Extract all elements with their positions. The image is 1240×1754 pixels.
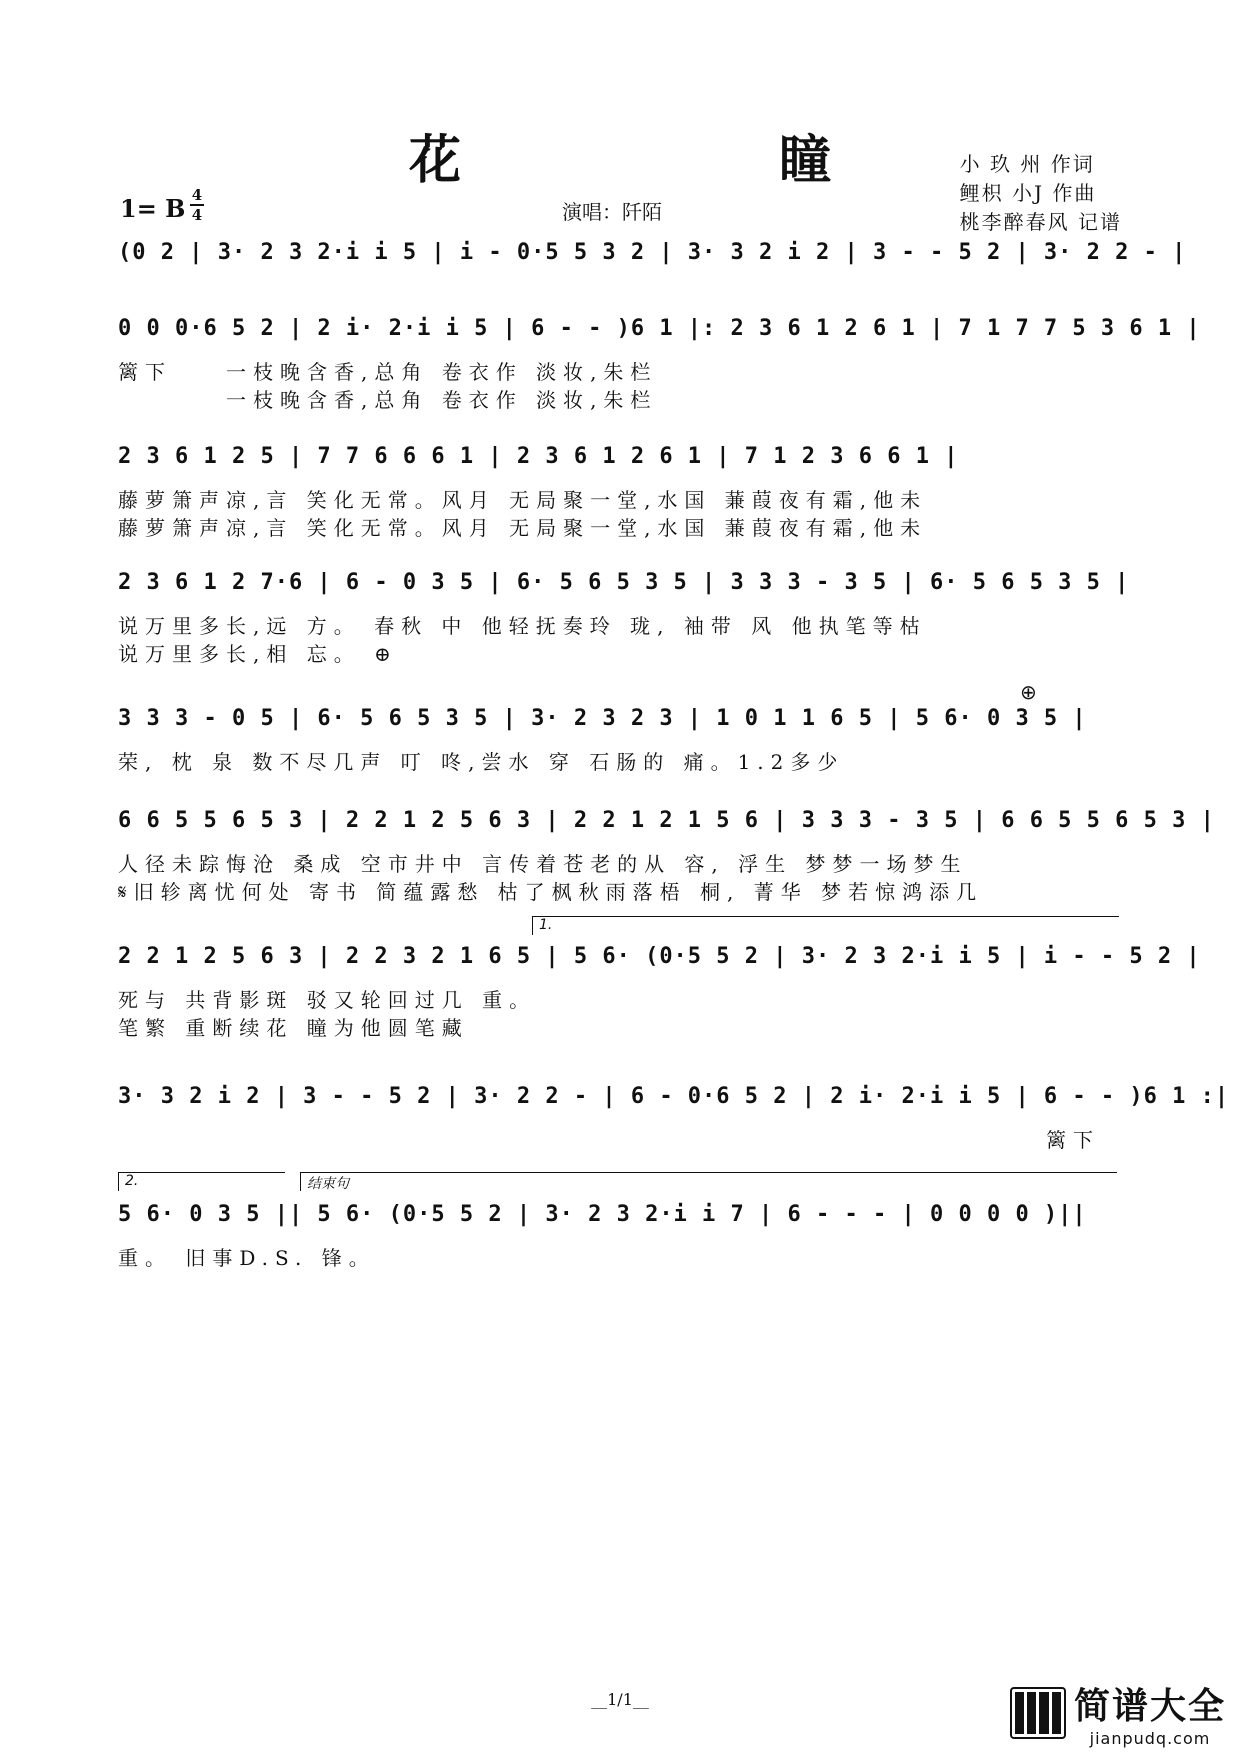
notation-row: 2 2 1 2 5 6 3 | 2 2 3 2 1 6 5 | 5 6· (0·5 5 2 | 3· 2 3 2·i i 5 | i - - 5 2 |	[118, 944, 1201, 969]
volta-1: 1.	[532, 916, 1119, 935]
lyric-line: 说万里多长,远 方。 春秋 中 他轻抚奏玲 珑, 袖带 风 他执笔等枯	[118, 614, 927, 638]
notation-row: 6 6 5 5 6 5 3 | 2 2 1 2 5 6 3 | 2 2 1 2 1 5 6 | 3 3 3 - 3 5 | 6 6 5 5 6 5 3 |	[118, 808, 1215, 833]
lyric-line: 一枝晚含香,总角 卷衣作 淡妆,朱栏	[118, 388, 658, 412]
coda-icon: ⊕	[1020, 680, 1037, 704]
lyric-line: 藤萝箫声凉,言 笑化无常。风月 无局聚一堂,水国 蒹葭夜有霜,他未	[118, 516, 928, 540]
lyric-line: 说万里多长,相 忘。 ⊕	[118, 642, 398, 666]
logo-url: jianpudq.com	[1089, 1729, 1211, 1748]
lyric-line: 荣, 枕 泉 数不尽几声 叮 咚,尝水 穿 石肠的 痛。1.2多少	[118, 750, 845, 774]
notation-row: (0 2 | 3· 2 3 2·i i 5 | i - 0·5 5 3 2 | 3· 3 2 i 2 | 3 - - 5 2 | 3· 2 2 - |	[118, 240, 1187, 265]
notation-row: 0 0 0·6 5 2 | 2 i· 2·i i 5 | 6 - - )6 1 |: 2 3 6 1 2 6 1 | 7 1 7 7 5 3 6 1 |	[118, 316, 1201, 341]
transcriber-credit: 桃李醉春风 记谱	[959, 210, 1122, 234]
notation-row: 3· 3 2 i 2 | 3 - - 5 2 | 3· 2 2 - | 6 - 0·6 5 2 | 2 i· 2·i i 5 | 6 - - )6 1 :|	[118, 1084, 1230, 1109]
site-logo	[1010, 1678, 1226, 1748]
page-title: 花 瞳	[408, 130, 982, 191]
lyric-line: 篱下	[1046, 1128, 1100, 1152]
lyric-line: 死与 共背影斑 驳又轮回过几 重。	[118, 988, 537, 1012]
time-signature	[190, 186, 204, 224]
logo-title: 简谱大全	[1073, 1686, 1226, 1727]
time-signature-bottom: 4	[191, 206, 203, 224]
page-number: __1/1__	[591, 1690, 649, 1709]
piano-icon	[1010, 1687, 1066, 1739]
lyric-line: 𝄋旧轸离忧何处 寄书 简蕴露愁 枯了枫秋雨落梧 桐, 菁华 梦若惊鸿添几	[118, 880, 984, 904]
key-signature: 1= B	[120, 194, 186, 223]
lyric-line: 笔繁 重断续花 瞳为他圆笔藏	[118, 1016, 469, 1040]
lyric-line: 藤萝箫声凉,言 笑化无常。风月 无局聚一堂,水国 蒹葭夜有霜,他未	[118, 488, 928, 512]
notation-row: 3 3 3 - 0 5 | 6· 5 6 5 3 5 | 3· 2 3 2 3 | 1 0 1 1 6 5 | 5 6· 0 3 5 |	[118, 706, 1087, 731]
lyric-line: 重。 旧事D.S. 锋。	[118, 1246, 376, 1270]
notation-row: 5 6· 0 3 5 || 5 6· (0·5 5 2 | 3· 2 3 2·i i 7 | 6 - - - | 0 0 0 0 )||	[118, 1202, 1087, 1227]
composer-credit: 鲤枳 小J 作曲	[959, 181, 1097, 205]
lyric-line: 篱下 一枝晚含香,总角 卷衣作 淡妆,朱栏	[118, 360, 658, 384]
notation-row: 2 3 6 1 2 7·6 | 6 - 0 3 5 | 6· 5 6 5 3 5 | 3 3 3 - 3 5 | 6· 5 6 5 3 5 |	[118, 570, 1130, 595]
singer: 演唱：阡陌	[562, 200, 662, 224]
lyric-line: 人径未踪悔沧 桑成 空市井中 言传着苍老的从 容, 浮生 梦梦一场梦生	[118, 852, 968, 876]
lyricist-credit: 小 玖 州 作词	[959, 152, 1095, 176]
volta-2: 2.	[118, 1172, 285, 1191]
notation-row: 2 3 6 1 2 5 | 7 7 6 6 6 1 | 2 3 6 1 2 6 1 | 7 1 2 3 6 6 1 |	[118, 444, 959, 469]
ending-volta: 结束句	[300, 1172, 1117, 1191]
time-signature-top: 4	[191, 186, 203, 204]
credits	[960, 150, 1122, 237]
